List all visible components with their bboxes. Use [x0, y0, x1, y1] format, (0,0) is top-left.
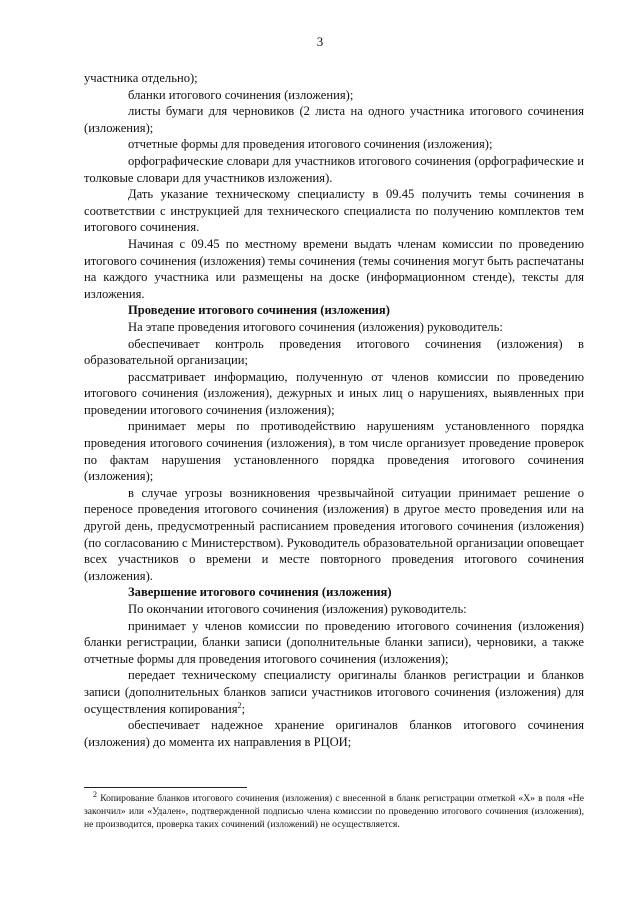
body-text: [84, 70, 584, 750]
list-item-ensures-storage: обеспечивает надежное хранение оригиналов бланков итогового сочинения (изложения) до момента их направления в РЦОИ;: [84, 718, 584, 749]
paragraph-conduct-intro: На этапе проведения итогового сочинения (изложения) руководитель:: [128, 319, 503, 334]
footnote-separator: [84, 787, 247, 788]
list-item-ensures-control: обеспечивает контроль проведения итогового сочинения (изложения) в образовательной организации;: [84, 336, 584, 368]
footnote-marker: 2: [93, 789, 97, 799]
paragraph-topics-distribution: Начиная с 09.45 по местному времени выдать членам комиссии по проведению итогового сочинения (изложения) темы сочинения (темы сочинения могут быть распечатаны на каждого участника или размещены на доске (информационном стенде), тексты для изложения.: [84, 236, 584, 301]
footnote-text: Копирование бланков итогового сочинения (изложения) с внесенной в бланк регистрации отметкой «Х» в поля «Не закончил» или «Удален», подтвержденной подписью члена комиссии по проведению итогового сочинения (изложения), не производится, проверка таких сочинений (изложений) не осуществляется.: [84, 793, 584, 830]
list-item-transfers-originals-text: передает техническому специалисту оригиналы бланков регистрации и бланков записи (дополнительных бланков записи участников итогового сочинения (изложения) для осуществления копирования: [84, 668, 584, 716]
list-item-transfers-originals: передает техническому специалисту оригиналы бланков регистрации и бланков записи (дополнительных бланков записи участников итогового сочинения (изложения) для осуществления копирования$^2$;: [84, 668, 584, 716]
footnote: [84, 789, 584, 831]
list-item-takes-measures: принимает меры по противодействию нарушениям установленного порядка проведения итогового сочинения (изложения), в том числе организует проведение проверок по фактам нарушения установленного порядка проведения итогового сочинения (изложения);: [84, 419, 584, 484]
list-item-draft-sheets: листы бумаги для черновиков (2 листа на одного участника итогового сочинения (изложения);: [84, 104, 584, 135]
paragraph-participant-separately: участника отдельно);: [84, 71, 198, 85]
page-number: 3: [316, 34, 324, 49]
paragraph-completion-intro: По окончании итогового сочинения (изложения) руководитель:: [128, 602, 467, 616]
list-item-receives-forms: принимает у членов комиссии по проведению итогового сочинения (изложения) бланки регистрации, бланки записи (дополнительные бланки записи), черновики, а также отчетные формы для проведения итогового сочинения (изложения);: [84, 618, 584, 666]
list-item-report-forms: отчетные формы для проведения итогового сочинения (изложения);: [128, 137, 493, 152]
section-heading-conduct: Проведение итогового сочинения (изложения): [128, 303, 390, 318]
list-item-reviews-info: рассматривает информацию, полученную от членов комиссии по проведению итогового сочинения (изложения), дежурных и иных лиц о нарушениях, выявленных при проведении итогового сочинения (изложения);: [84, 369, 584, 417]
list-item-dictionaries: орфографические словари для участников итогового сочинения (орфографические и толковые словари для участников изложения).: [84, 153, 584, 185]
list-item-emergency: в случае угрозы возникновения чрезвычайной ситуации принимает решение о переносе проведения итогового сочинения (изложения) в другое место проведения или на другой день, предусмотренный расписанием проведения итогового сочинения (изложения) (по согласованию с Министерством). Руководитель образовательной организации оповещает всех участников о времени и месте повторного проведения итогового сочинения (изложения).: [84, 485, 584, 583]
list-item-essay-forms: бланки итогового сочинения (изложения);: [128, 87, 354, 102]
section-heading-completion: Завершение итогового сочинения (изложения): [128, 585, 392, 600]
paragraph-tech-specialist-instruction: Дать указание техническому специалисту в 09.45 получить темы сочинения в соответствии с инструкцией для технического специалиста по получению комплектов тем итогового сочинения.: [84, 187, 584, 235]
footnote-reference: 2: [237, 700, 242, 710]
